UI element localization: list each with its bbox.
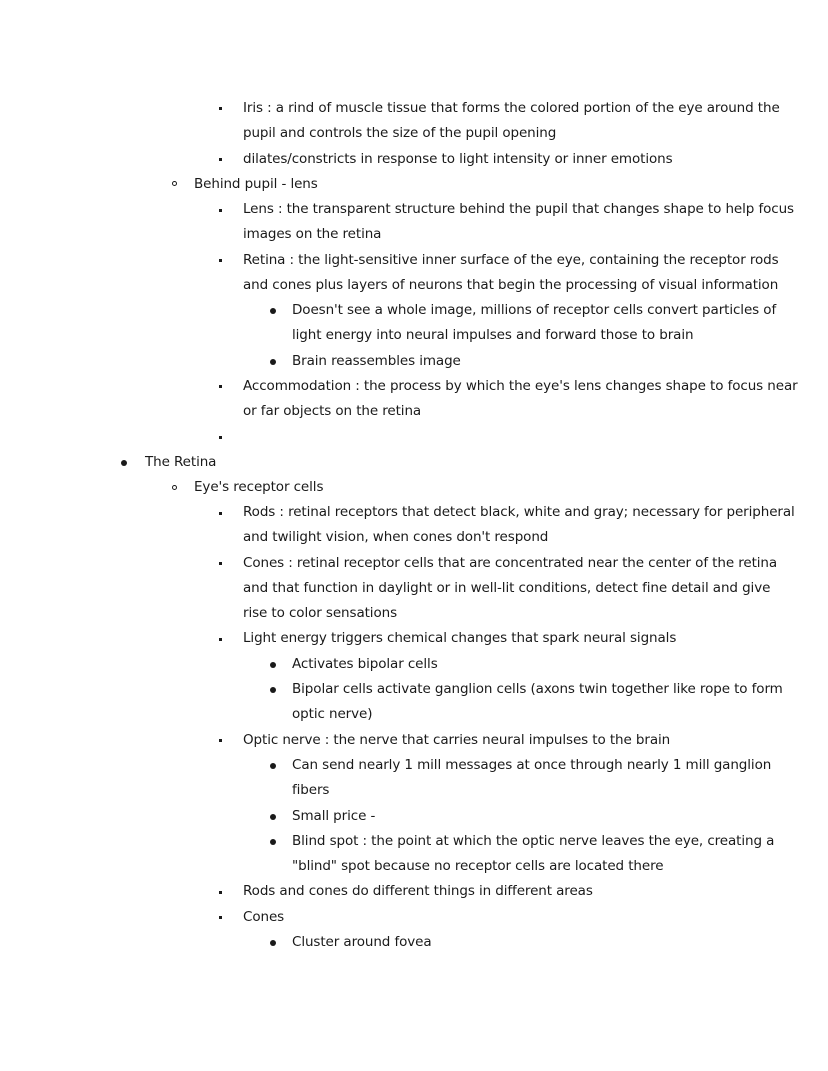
note-line-brain: Brain reassembles image [292, 353, 461, 369]
square-bullet-icon [219, 739, 222, 742]
note-line-accommodation-cont: or far objects on the retina [243, 403, 422, 419]
square-bullet-icon [219, 209, 222, 212]
dot-bullet-icon [270, 359, 276, 365]
note-line-retina: Retina : the light-sensitive inner surface of the eye, containing the receptor rods [243, 252, 779, 268]
note-line-blind-spot-cont: "blind" spot because no receptor cells are located there [292, 858, 664, 874]
square-bullet-icon [219, 158, 222, 161]
note-line-dilates: dilates/constricts in response to light intensity or inner emotions [243, 151, 673, 167]
square-bullet-icon [219, 891, 222, 894]
note-line-cones-item: Cones [243, 909, 285, 925]
square-bullet-icon [219, 385, 222, 388]
note-line-activates: Activates bipolar cells [292, 656, 438, 672]
note-line-bipolar-cont: optic nerve) [292, 706, 373, 722]
note-line-blind-spot: Blind spot : the point at which the optic nerve leaves the eye, creating a [292, 833, 775, 849]
square-bullet-icon [219, 562, 222, 565]
circle-bullet-icon [172, 485, 177, 490]
note-line-accommodation: Accommodation : the process by which the eye's lens changes shape to focus near [243, 378, 798, 394]
dot-bullet-icon [270, 814, 276, 820]
note-line-rods-and-cones: Rods and cones do different things in different areas [243, 883, 593, 899]
dot-bullet-icon [121, 460, 127, 466]
note-line-doesnt-see: Doesn't see a whole image, millions of receptor cells convert particles of [292, 302, 777, 318]
dot-bullet-icon [270, 308, 276, 314]
note-line-retina-cont: and cones plus layers of neurons that begin the processing of visual information [243, 277, 779, 293]
note-line-cluster: Cluster around fovea [292, 934, 432, 950]
note-line-cones-cont: and that function in daylight or in well-lit conditions, detect fine detail and give [243, 580, 771, 596]
dot-bullet-icon [270, 940, 276, 946]
dot-bullet-icon [270, 687, 276, 693]
square-bullet-icon [219, 916, 222, 919]
note-line-can-send: Can send nearly 1 mill messages at once through nearly 1 mill ganglion [292, 757, 772, 773]
dot-bullet-icon [270, 839, 276, 845]
note-line-behind-pupil: Behind pupil - lens [194, 176, 318, 192]
note-line-doesnt-see-cont: light energy into neural impulses and forward those to brain [292, 327, 694, 343]
note-line-can-send-cont: fibers [292, 782, 330, 798]
square-bullet-icon [219, 436, 222, 439]
note-line-lens: Lens : the transparent structure behind the pupil that changes shape to help focus [243, 201, 794, 217]
dot-bullet-icon [270, 763, 276, 769]
note-line-rods-cont: and twilight vision, when cones don't respond [243, 529, 549, 545]
note-line-cones-cont2: rise to color sensations [243, 605, 398, 621]
square-bullet-icon [219, 107, 222, 110]
note-line-iris: Iris : a rind of muscle tissue that forms the colored portion of the eye around the [243, 100, 780, 116]
note-line-cones: Cones : retinal receptor cells that are concentrated near the center of the retina [243, 555, 778, 571]
square-bullet-icon [219, 638, 222, 641]
note-line-receptor-cells: Eye's receptor cells [194, 479, 324, 495]
square-bullet-icon [219, 259, 222, 262]
note-line-iris-cont: pupil and controls the size of the pupil opening [243, 125, 557, 141]
note-heading-the-retina: The Retina [145, 454, 217, 470]
square-bullet-icon [219, 512, 222, 515]
note-line-rods: Rods : retinal receptors that detect black, white and gray; necessary for peripheral [243, 504, 795, 520]
note-line-bipolar: Bipolar cells activate ganglion cells (axons twin together like rope to form [292, 681, 783, 697]
note-line-optic-nerve: Optic nerve : the nerve that carries neural impulses to the brain [243, 732, 671, 748]
note-line-lens-cont: images on the retina [243, 226, 382, 242]
dot-bullet-icon [270, 662, 276, 668]
note-line-small-price: Small price - [292, 808, 376, 824]
note-line-light-energy: Light energy triggers chemical changes that spark neural signals [243, 630, 677, 646]
circle-bullet-icon [172, 181, 177, 186]
